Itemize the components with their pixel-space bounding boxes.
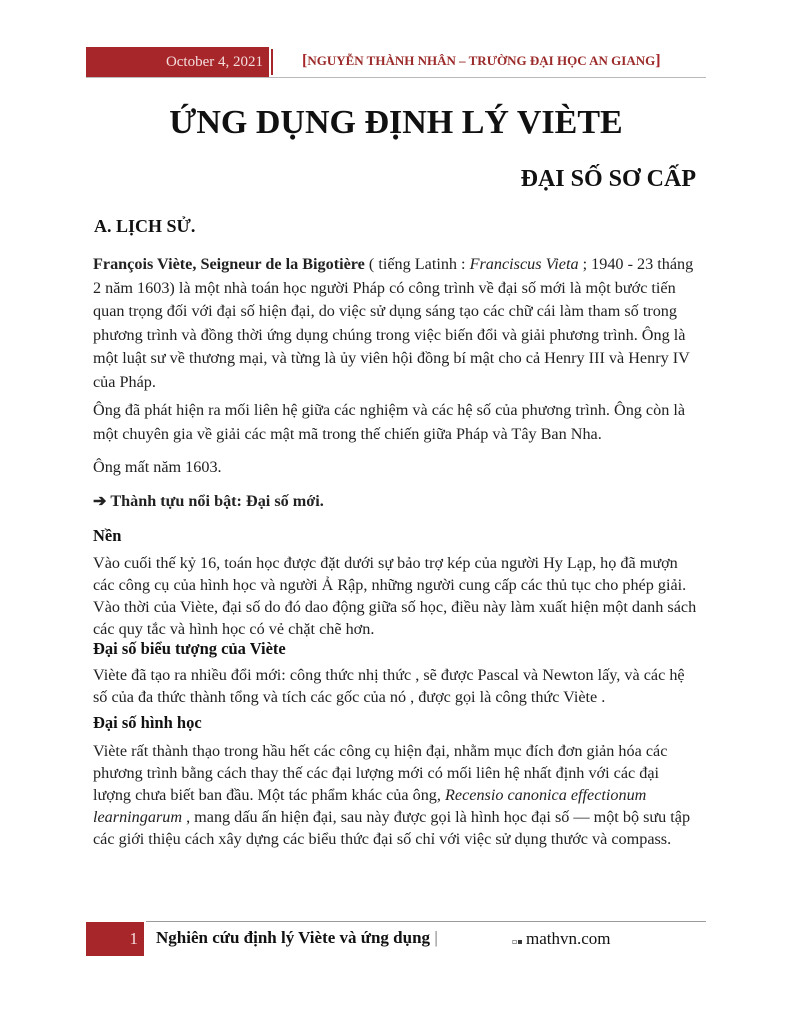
text-run: ( tiếng Latinh : xyxy=(364,255,470,273)
document-title: ỨNG DỤNG ĐỊNH LÝ VIÈTE xyxy=(169,104,623,141)
person-name: François Viète, Seigneur de la Bigotière xyxy=(93,255,365,273)
document-subtitle: ĐẠI SỐ SƠ CẤP xyxy=(520,166,696,192)
paragraph-biography xyxy=(93,253,698,394)
latin-name: Franciscus Vieta xyxy=(469,255,579,273)
header-rule xyxy=(86,77,706,78)
achievement-text: Thành tựu nổi bật: Đại số mới. xyxy=(106,492,324,510)
header-title xyxy=(302,52,661,70)
heading-symbolic-algebra: Đại số biểu tượng của Viète xyxy=(93,639,286,658)
footer-title-text: Nghiên cứu định lý Viète và ứng dụng xyxy=(156,928,431,947)
page-number: 1 xyxy=(86,922,144,956)
header-separator xyxy=(271,49,273,75)
bracket-open: [ xyxy=(302,52,308,69)
heading-nen: Nền xyxy=(93,526,122,545)
footer-title xyxy=(156,928,438,948)
paragraph-geometric-algebra xyxy=(93,740,698,850)
footer-site: mathvn.com xyxy=(526,929,611,948)
achievement-line xyxy=(93,490,698,514)
arrow-icon: ➔ xyxy=(93,492,107,510)
paragraph-nen: Vào cuối thế kỷ 16, toán học được đặt dưới sự bảo trợ kép của người Hy Lạp, họ đã mượn các công cụ của hình học và người Ả Rập, những người cung cấp các thủ tục cho phép giải. Vào thời của Viète, đại số do đó dao động giữa số học, điều này làm xuất hiện một danh sách các quy tắc và hình học có vẻ chặt chẽ hơn. xyxy=(93,554,697,638)
heading-geometric-algebra: Đại số hình học xyxy=(93,713,202,732)
paragraph-symbolic-algebra: Viète đã tạo ra nhiều đổi mới: công thức nhị thức , sẽ được Pascal và Newton lấy, và các hệ số của đa thức thành tổng và tích các gốc của nó , được gọi là công thức Viète . xyxy=(93,666,685,706)
header-author: NGUYỄN THÀNH NHÂN – TRƯỜNG ĐẠI HỌC AN GIANG xyxy=(307,53,656,68)
text-run: ; 1940 - 23 tháng 2 năm 1603) là một nhà toán học người Pháp có công trình về đại số mới là một bước tiến quan trọng đối với đại số hiện đại, do việc sử dụng sáng tạo các chữ cái làm tham số trong phương trình và đồng thời ứng dụng chúng trong việc biến đổi và giải phương trình. Ông là một luật sư về thương mại, và từng là ủy viên hội đồng bí mật cho cả Henry III và Henry IV của Pháp. xyxy=(93,255,694,391)
header-date: October 4, 2021 xyxy=(86,47,269,77)
text-run: , mang dấu ấn hiện đại, sau này được gọi là hình học đại số — một bộ sưu tập các giới thiệu cách xây dựng các biểu thức đại số chỉ với việc sử dụng thước và compass. xyxy=(93,808,691,848)
text-run: Viète rất thành thạo trong hầu hết các công cụ hiện đại, nhằm mục đích đơn giản hóa các phương trình bằng cách thay thế các đại lượng mới có mối liên hệ nhất định với các đại lượng chưa biết ban đầu. Một tác phẩm khác của ông, xyxy=(93,742,668,804)
footer-rule xyxy=(146,921,706,922)
paragraph-discovery: Ông đã phát hiện ra mối liên hệ giữa các nghiệm và các hệ số của phương trình. Ông còn là một chuyên gia về giải các mật mã trong thế chiến giữa Pháp và Tây Ban Nha. xyxy=(93,401,686,443)
work-title: Recensio canonica effectionum learningarum xyxy=(93,786,647,826)
section-heading: A. LỊCH SỬ. xyxy=(94,216,196,236)
bracket-close: ] xyxy=(655,52,661,69)
paragraph-death: Ông mất năm 1603. xyxy=(93,458,222,476)
footer-bar: | xyxy=(434,928,438,947)
squares-icon: ▫▪ xyxy=(512,937,523,946)
